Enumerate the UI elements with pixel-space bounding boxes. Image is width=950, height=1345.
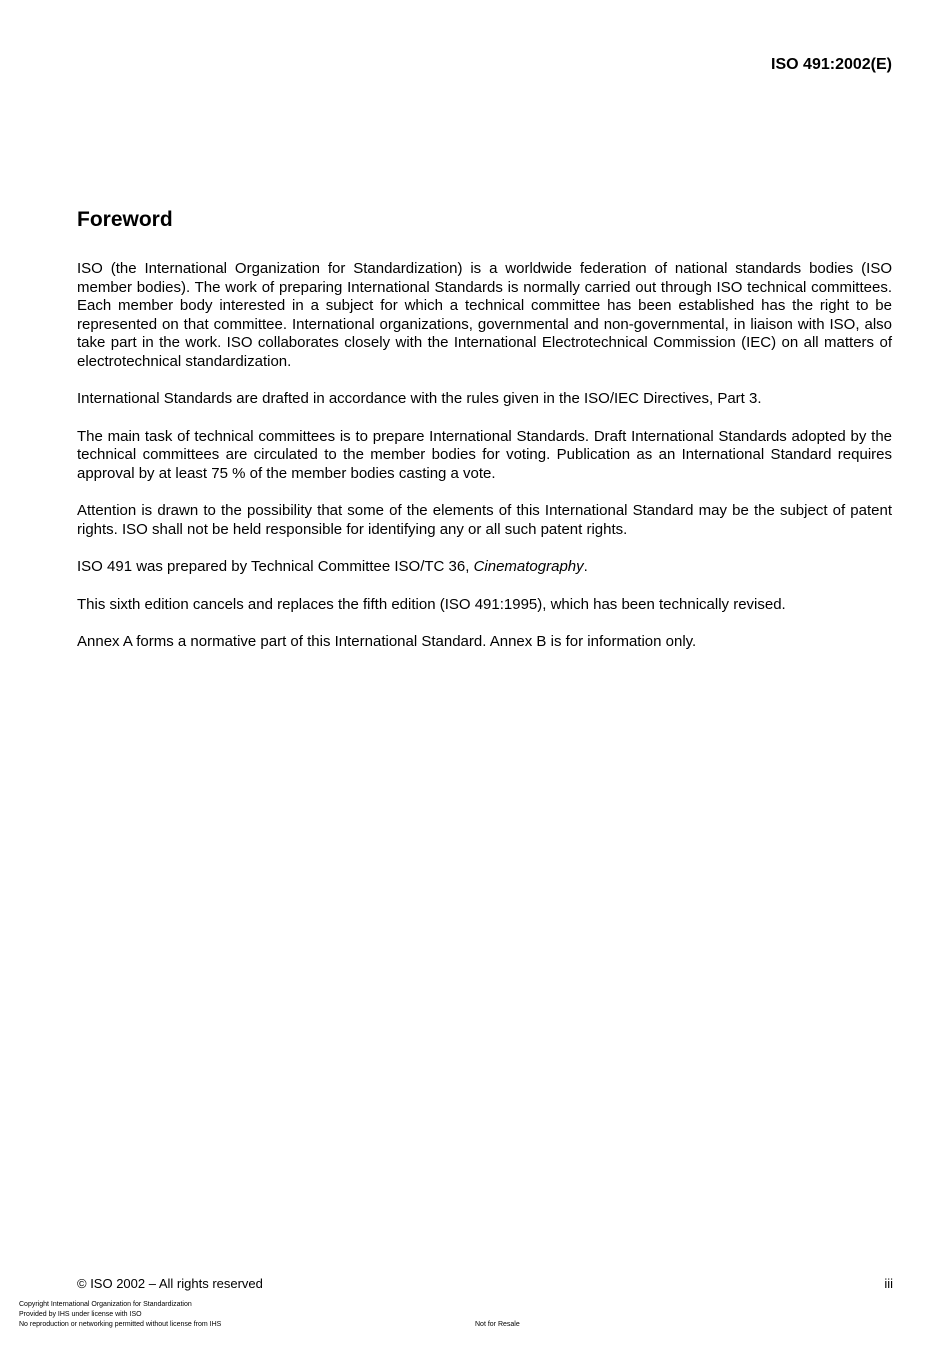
- paragraph: This sixth edition cancels and replaces the fifth edition (ISO 491:1995), which has been technically revised.: [77, 595, 786, 613]
- page-number: iii: [884, 1276, 893, 1291]
- paragraph: International Standards are drafted in accordance with the rules given in the ISO/IEC Directives, Part 3.: [77, 390, 762, 407]
- not-for-resale: Not for Resale: [475, 1321, 520, 1328]
- license-line: Provided by IHS under license with ISO: [19, 1311, 142, 1318]
- foreword-body: [77, 260, 892, 671]
- prepared-by-end: .: [583, 558, 588, 575]
- paragraph-prepared-by: [77, 558, 892, 577]
- paragraph: ISO (the International Organization for Standardization) is a worldwide federation of national standards bodies (ISO member bodies). The work of preparing International Standards is normally carried out through ISO technical committees. Each member body interested in a subject for which a technical committee has been established has the right to be represented on that committee. International organizations, governmental and non-governmental, in liaison with ISO, also take part in the work. ISO collaborates closely with the International Electrotechnical Commission (IEC) on all matters of electrotechnical standardization.: [77, 260, 892, 370]
- document-id-header: ISO 491:2002(E): [771, 56, 892, 73]
- paragraph: Annex A forms a normative part of this International Standard. Annex B is for information only.: [77, 633, 697, 650]
- paragraph: Attention is drawn to the possibility that some of the elements of this International Standard may be the subject of patent rights. ISO shall not be held responsible for identifying any or all such patent rights.: [77, 502, 892, 538]
- section-title: Foreword: [77, 208, 173, 231]
- license-line: Copyright International Organization for Standardization: [19, 1301, 192, 1308]
- copyright-footer: © ISO 2002 – All rights reserved: [77, 1276, 263, 1291]
- prepared-by-text: ISO 491 was prepared by Technical Committee ISO/TC 36,: [77, 558, 474, 575]
- license-line: No reproduction or networking permitted without license from IHS: [19, 1321, 222, 1328]
- committee-name: Cinematography: [473, 558, 584, 575]
- paragraph: The main task of technical committees is to prepare International Standards. Draft International Standards adopted by the technical committees are circulated to the member bodies for voting. Publication as an International Standard requires approval by at least 75 % of the member bodies casting a vote.: [77, 427, 892, 482]
